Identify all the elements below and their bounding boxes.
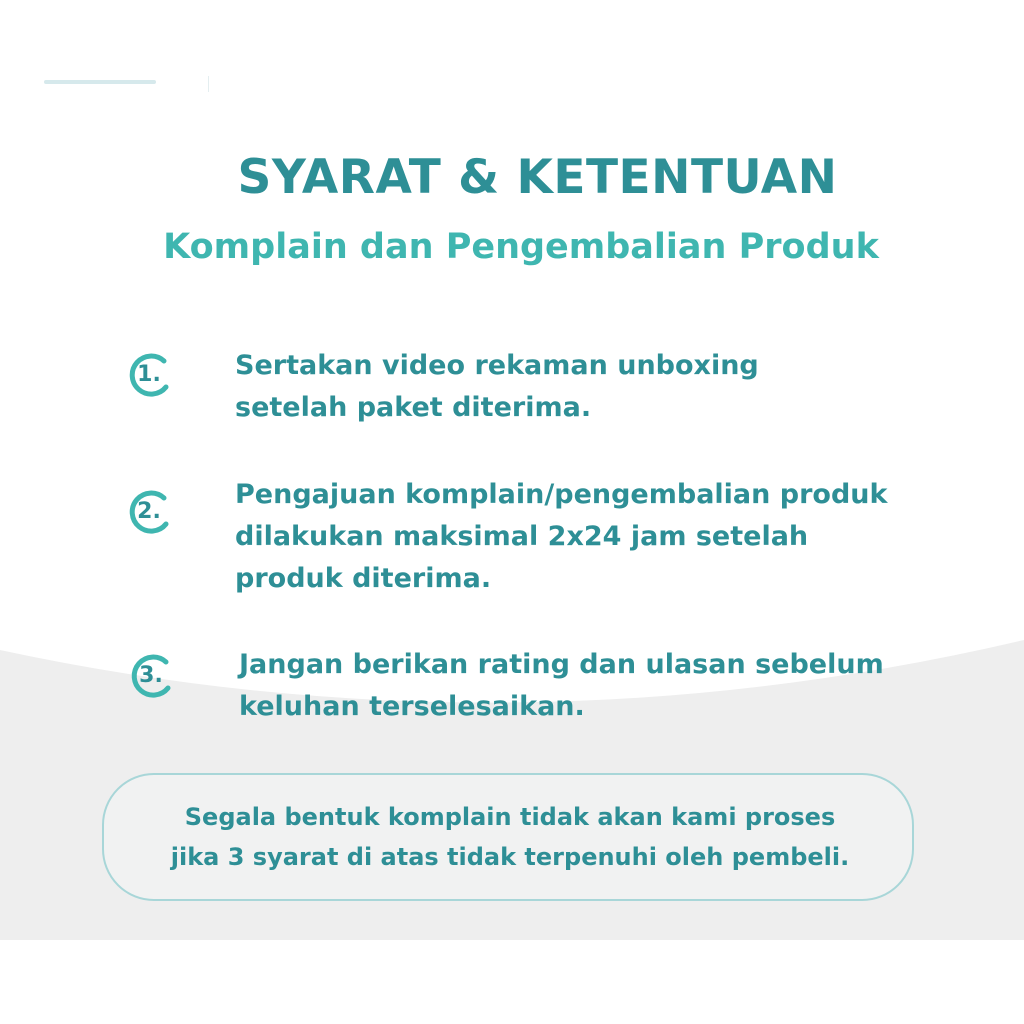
number-badge [126,351,174,399]
term-text [235,474,887,600]
number-label: 2. [137,499,161,524]
notice-line: Segala bentuk komplain tidak akan kami proses [184,803,836,831]
number-label: 3. [139,663,163,688]
term-text [239,644,884,728]
term-text [235,345,759,429]
number-badge [126,488,174,536]
term-line: produk diterima. [235,563,492,594]
notice-line: jika 3 syarat di atas tidak terpenuhi oleh pembeli. [170,843,850,871]
term-line: Jangan berikan rating dan ulasan sebelum [239,649,884,680]
top-bar [44,74,404,94]
page-subtitle: Komplain dan Pengembalian Produk [163,227,879,267]
faded-logo [44,80,156,84]
term-line: Sertakan video rekaman unboxing [235,350,759,381]
notice-text [104,797,916,877]
term-line: Pengajuan komplain/pengembalian produk [235,479,888,510]
page-title: SYARAT & KETENTUAN [237,150,838,205]
term-line: keluhan terselesaikan. [239,691,585,722]
divider [208,76,209,92]
number-badge [128,652,176,700]
term-line: setelah paket diterima. [235,392,592,423]
notice-box [102,773,914,901]
term-line: dilakukan maksimal 2x24 jam setelah [235,521,809,552]
number-label: 1. [137,362,161,387]
